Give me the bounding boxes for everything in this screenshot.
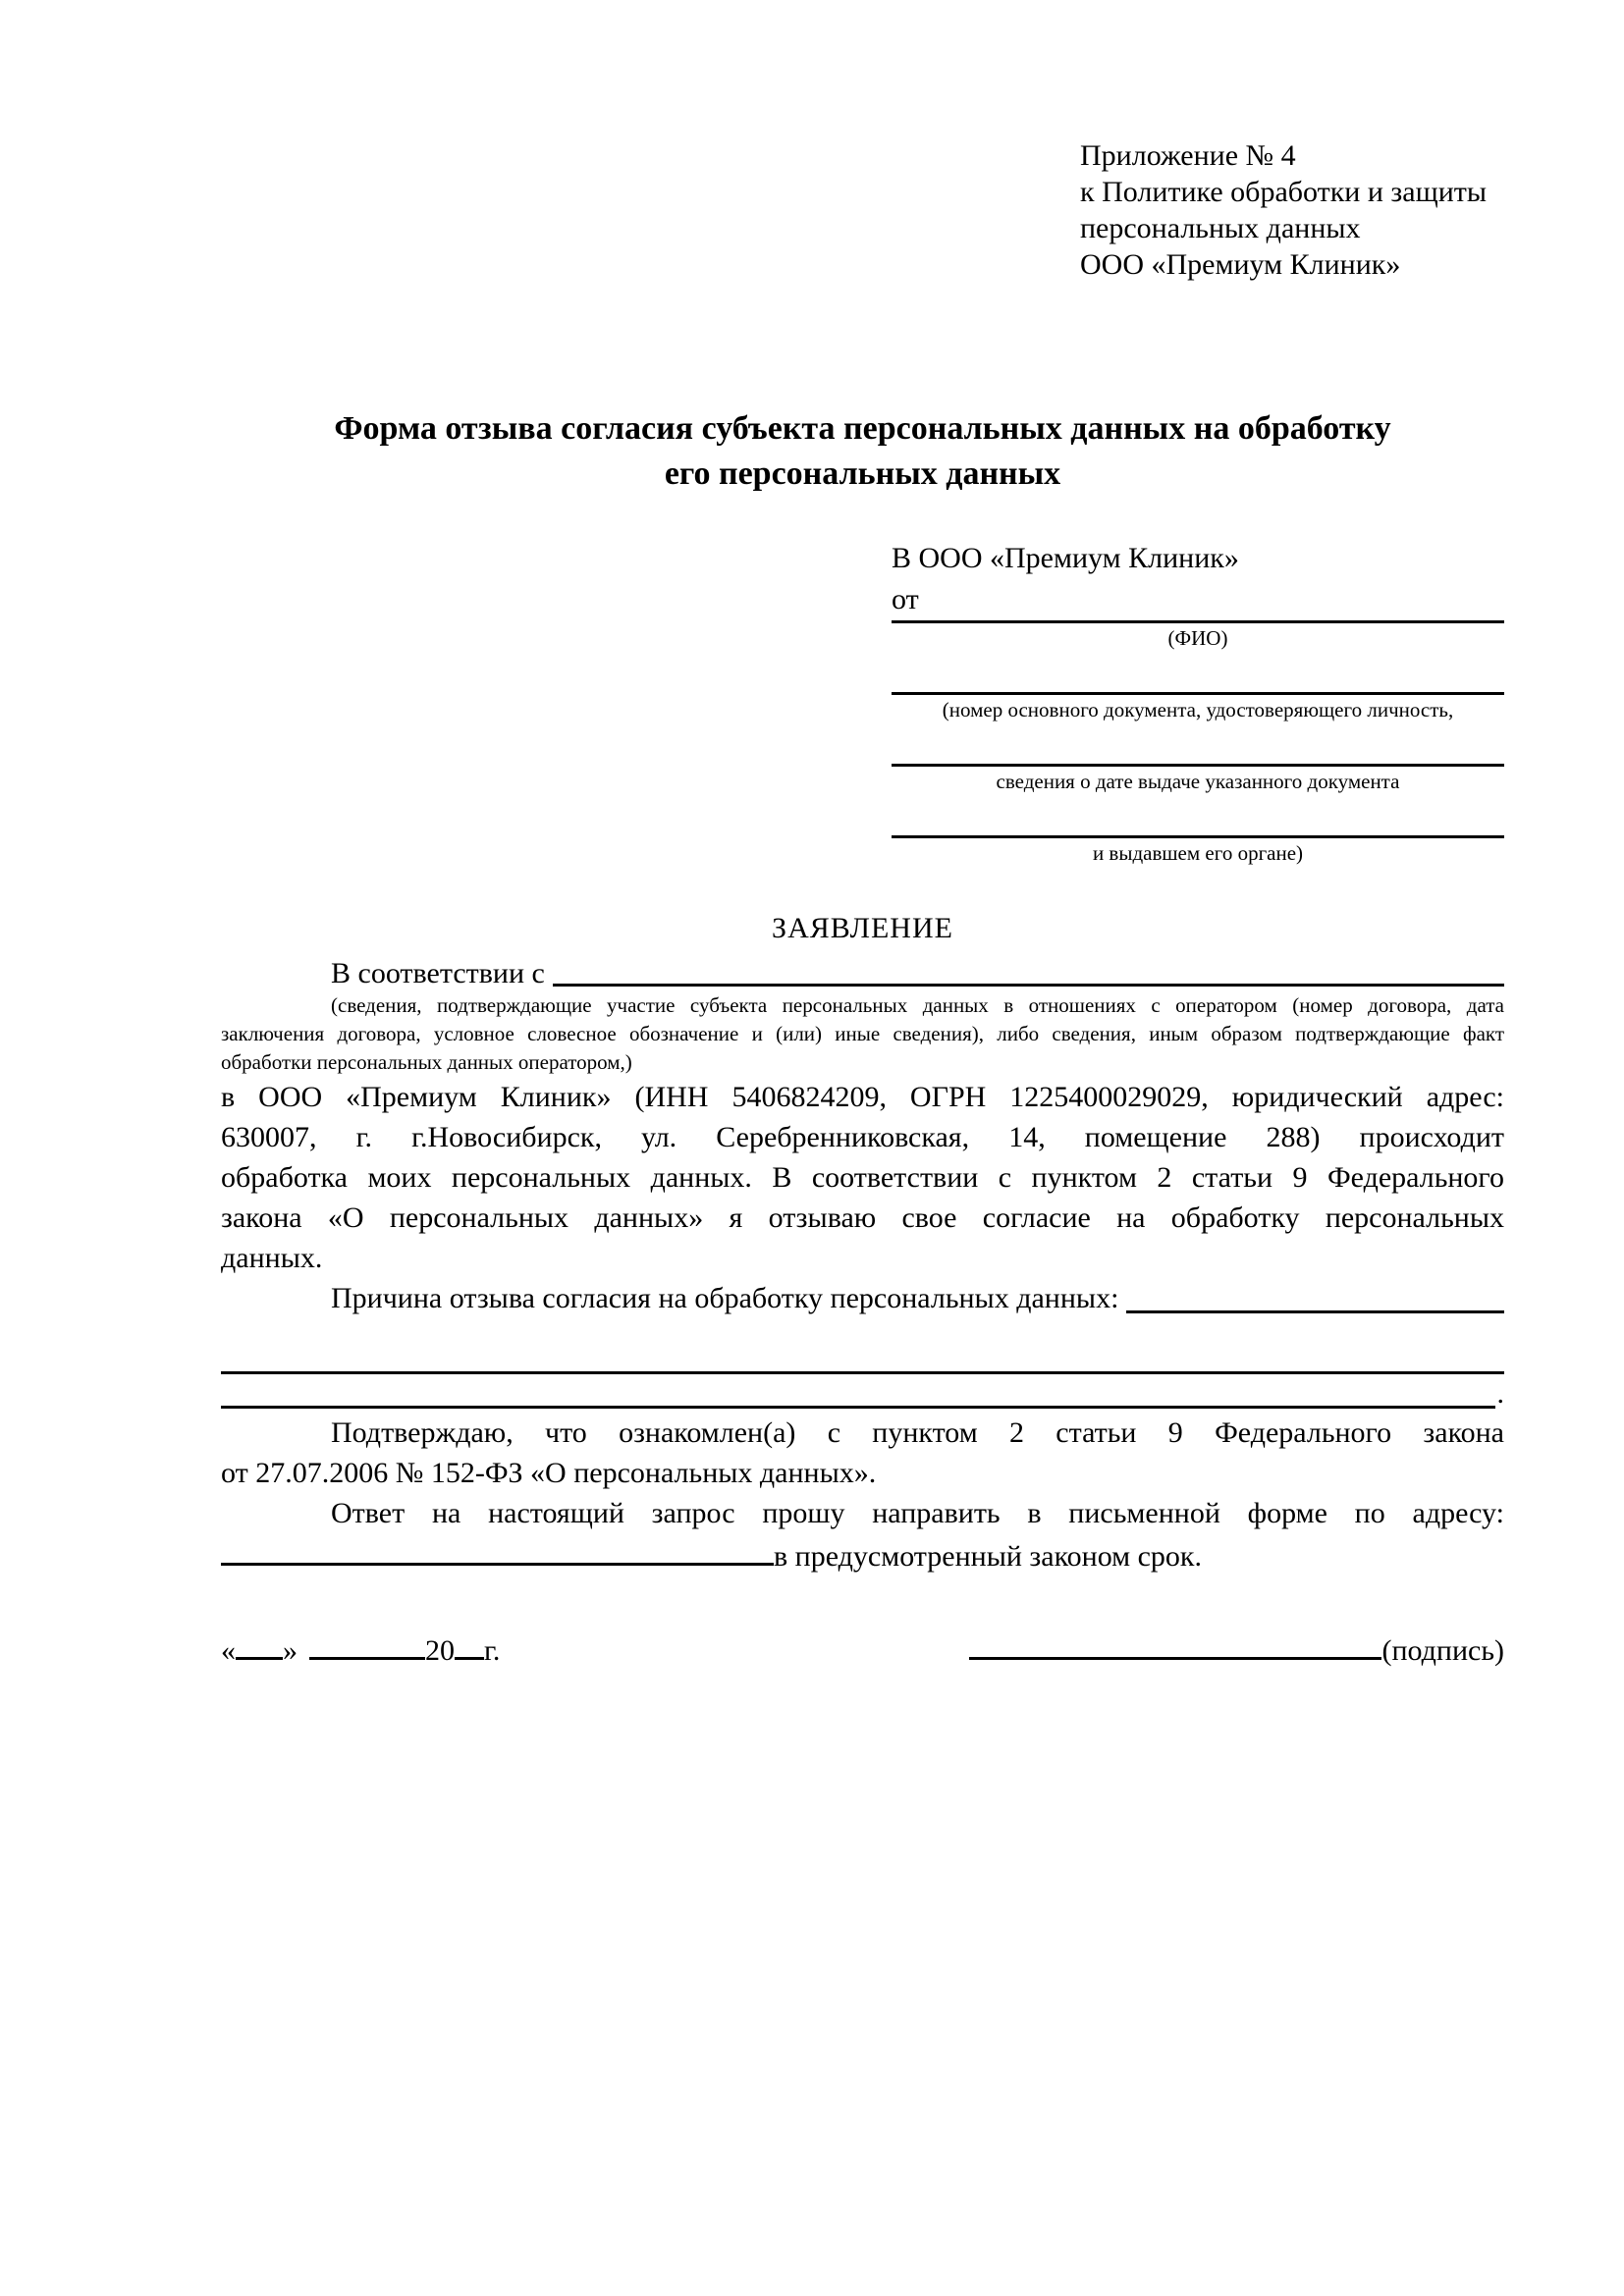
year-suffix: г.: [484, 1634, 501, 1667]
document-title: [221, 406, 1504, 497]
date-line: [221, 1628, 500, 1672]
reply-request-line: Ответ на настоящий запрос прошу направить в письменной форме по адресу:: [331, 1497, 1504, 1529]
issuer-caption: и выдавшем его органе): [1092, 841, 1304, 865]
accordance-blank-line[interactable]: [553, 956, 1504, 987]
annex-block: [1080, 137, 1504, 283]
issue-date-caption: сведения о дате выдаче указанного документа: [996, 770, 1400, 793]
body-line-3: обработка моих персональных данных. В соответствии с пунктом 2 статьи 9 Федерального: [221, 1161, 1504, 1194]
period-mark: .: [1496, 1377, 1504, 1410]
confirmation-line-1: Подтверждаю, что ознакомлен(а) с пунктом 2 статьи 9 Федерального закона: [331, 1416, 1504, 1449]
confirmation-paragraph: [221, 1413, 1504, 1493]
note-line-3: обработки персональных данных оператором,): [221, 1050, 632, 1074]
note-line-2: заключения договора, условное словесное обозначение и (или) иные сведения), либо сведения, иным образом подтверждающие факт: [221, 1022, 1504, 1045]
page-content: [221, 0, 1504, 1672]
title-line-1: Форма отзыва согласия субъекта персональных данных на обработку: [334, 410, 1391, 447]
consent-note: [221, 991, 1504, 1077]
reason-label: Причина отзыва согласия на обработку персональных данных:: [331, 1282, 1119, 1314]
address-blank-line[interactable]: [221, 1533, 774, 1566]
accordance-label: В соответствии с: [331, 957, 545, 989]
accordance-row: [221, 956, 1504, 991]
reply-suffix: в предусмотренный законом срок.: [774, 1540, 1202, 1573]
year-prefix: 20: [425, 1634, 455, 1667]
reply-address-row: [221, 1533, 1504, 1576]
footer-row: [221, 1628, 1504, 1672]
confirmation-line-2: от 27.07.2006 № 152-ФЗ «О персональных данных».: [221, 1457, 877, 1489]
annex-line-2: к Политике обработки и защиты: [1080, 176, 1488, 208]
id-number-caption: (номер основного документа, удостоверяющего личность,: [942, 698, 1454, 721]
day-blank-line[interactable]: [236, 1628, 283, 1660]
reason-extra-blank-row-2: [221, 1374, 1504, 1413]
issuer-field: [892, 835, 1504, 865]
reason-extra-blank-line-1[interactable]: [221, 1332, 1504, 1374]
signature-blank-line[interactable]: [969, 1628, 1381, 1660]
title-line-2: его персональных данных: [664, 455, 1061, 492]
addressee-to: В ООО «Премиум Клиник»: [892, 542, 1239, 574]
fio-caption: (ФИО): [1167, 626, 1228, 650]
statement-body: [221, 1077, 1504, 1278]
body-line-4: закона «О персональных данных» я отзываю свое согласие на обработку персональных: [221, 1201, 1504, 1234]
fio-field: [892, 620, 1504, 650]
id-number-field: [892, 692, 1504, 721]
body-line-2: 630007, г. г.Новосибирск, ул. Серебренниковская, 14, помещение 288) происходит: [221, 1121, 1504, 1153]
annex-line-1: Приложение № 4: [1080, 139, 1296, 172]
body-line-5: данных.: [221, 1242, 323, 1274]
date-quote-open: «: [221, 1634, 236, 1667]
signature-line: [969, 1628, 1504, 1672]
date-quote-close: »: [283, 1634, 298, 1667]
month-blank-line[interactable]: [309, 1628, 425, 1660]
reason-extra-blank-line-2[interactable]: [221, 1374, 1495, 1409]
addressee-from-label: от: [892, 583, 919, 615]
statement-heading: ЗАЯВЛЕНИЕ: [772, 912, 953, 944]
body-line-1: в ООО «Премиум Клиник» (ИНН 5406824209, ОГРН 1225400029029, юридический адрес:: [221, 1081, 1504, 1113]
year-blank-line[interactable]: [455, 1628, 484, 1660]
annex-line-4: ООО «Премиум Клиник»: [1080, 248, 1401, 281]
signature-caption: (подпись): [1381, 1634, 1504, 1667]
note-line-1: (сведения, подтверждающие участие субъекта персональных данных в отношениях с оператором (номер договора, дата: [331, 993, 1504, 1017]
reason-blank-line[interactable]: [1126, 1278, 1504, 1313]
issue-date-field: [892, 764, 1504, 793]
reason-row: [221, 1278, 1504, 1318]
annex-line-3: персональных данных: [1080, 212, 1361, 244]
addressee-block: [892, 538, 1504, 865]
